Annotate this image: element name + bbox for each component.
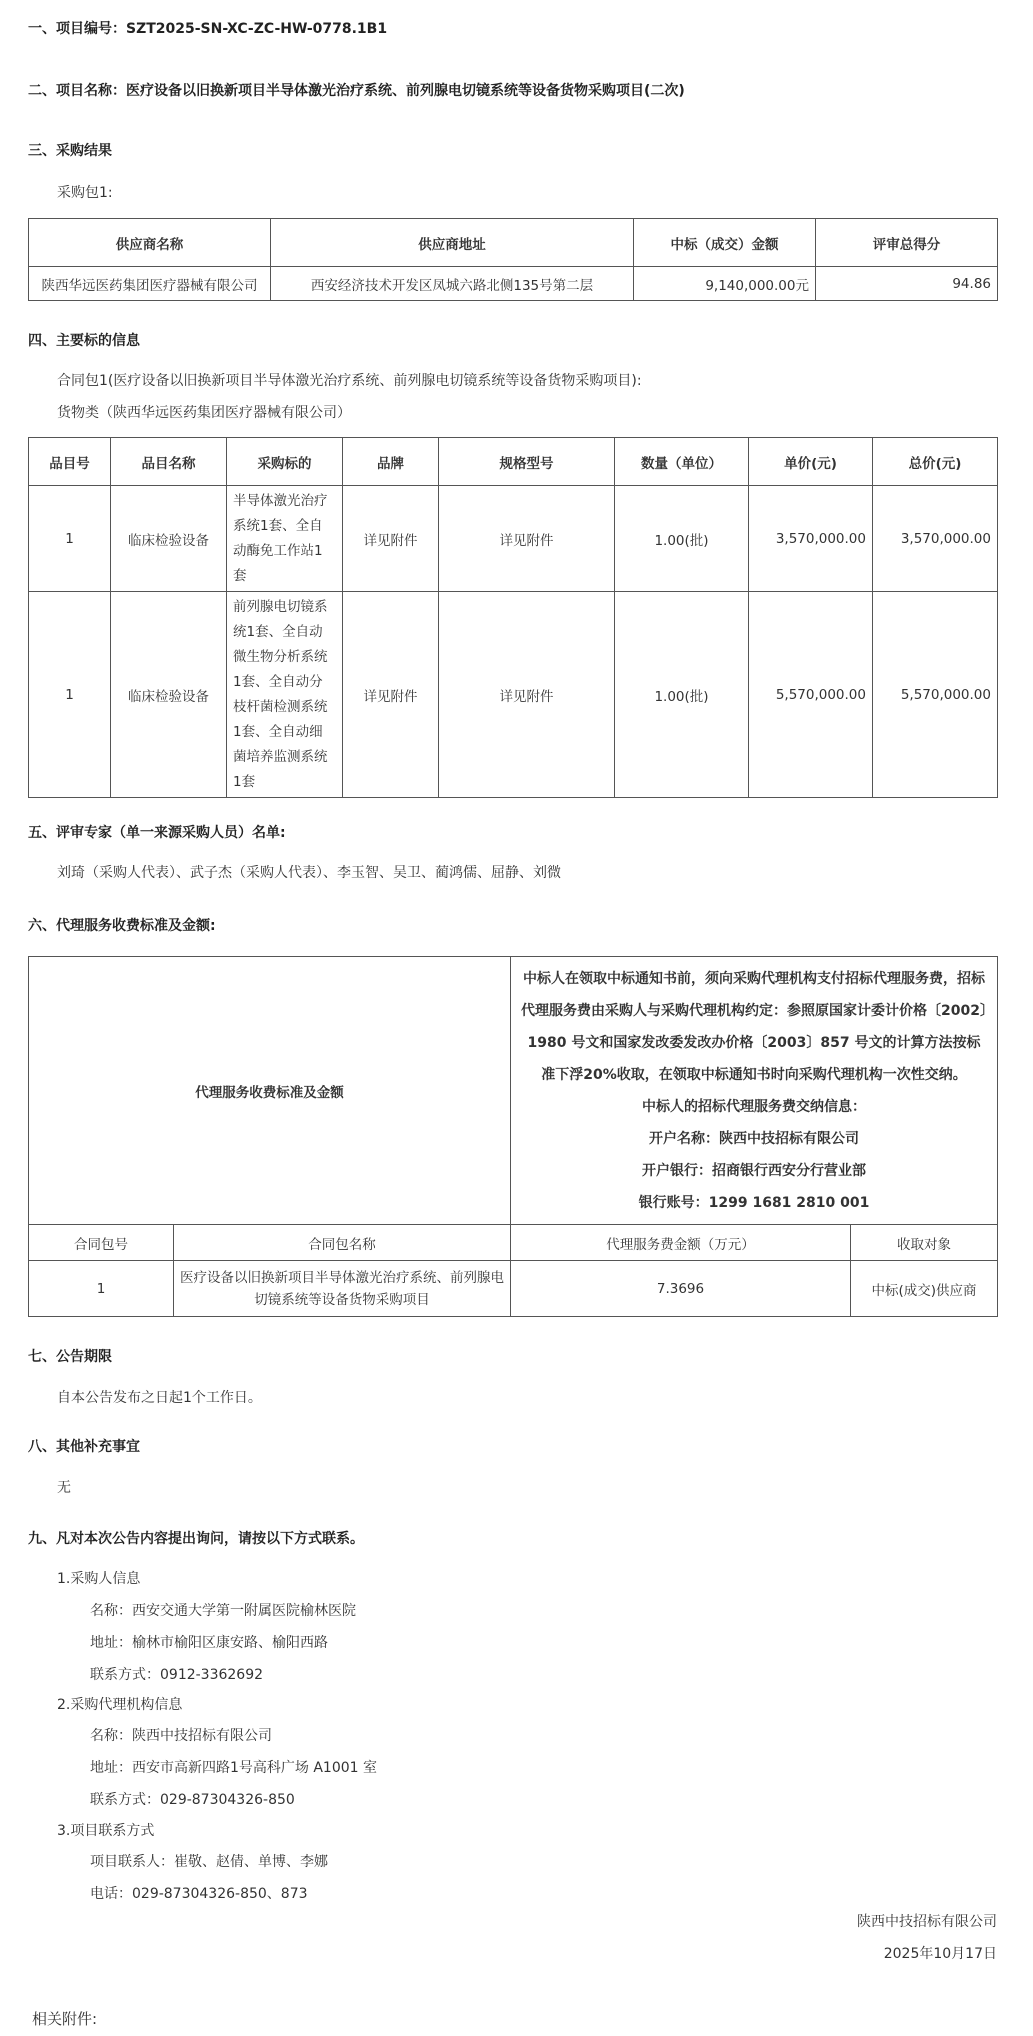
result-table [28,218,998,301]
table-row [29,1261,998,1317]
announcement-period-text: 自本公告发布之日起1个工作日。 [57,1390,262,1406]
model-cell: 详见附件 [439,592,615,798]
table-header-row [29,438,998,486]
project-contact-title: 3.项目联系方式 [57,1823,155,1839]
section-heading-other: 八、其他补充事宜 [28,1439,140,1455]
buyer-info-title: 1.采购人信息 [57,1571,141,1587]
issue-date: 2025年10月17日 [883,1946,997,1962]
column-header: 合同包号 [29,1225,174,1261]
column-header: 数量（单位） [615,438,749,486]
agency-fee-amount-cell: 7.3696 [511,1261,851,1317]
unit-price-cell: 5,570,000.00 [749,592,873,798]
items-table [28,437,998,798]
item-number-cell: 1 [29,592,111,798]
project-name-line [28,80,685,100]
fee-rule-text: 中标人在领取中标通知书前，须向采购代理机构支付招标代理服务费，招标代理服务费由采购人与采购代理机构约定：参照原国家计委计价格〔2002〕1980 号文和国家发改委发改办价格〔2003〕857 号文的计算方法按标准下浮20%收取，在领取中标通知书时向采购代理机构一次性交纳。 [521,970,987,1083]
project-contact-phone: 电话：029-87304326-850、873 [90,1886,308,1902]
table-header-row [29,1225,998,1261]
fee-standard-label: 代理服务收费标准及金额 [29,957,511,1225]
section-heading-main-items: 四、主要标的信息 [28,333,140,349]
project-number-value: SZT2025-SN-XC-ZC-HW-0778.1B1 [126,21,388,37]
section-heading-result: 三、采购结果 [28,143,112,159]
buyer-name: 名称：西安交通大学第一附属医院榆林医院 [90,1603,356,1619]
fee-payer-cell: 中标(成交)供应商 [851,1261,998,1317]
contract-package-number-cell: 1 [29,1261,174,1317]
fee-standard-content [511,957,998,1225]
table-row [29,267,998,301]
goods-category-text: 货物类（陕西华远医药集团医疗器械有限公司） [57,405,351,421]
package-label: 采购包1: [57,185,113,201]
column-header: 中标（成交）金额 [634,219,816,267]
fee-standard-row [29,957,998,1225]
column-header: 品牌 [343,438,439,486]
section-heading-experts: 五、评审专家（单一来源采购人员）名单: [28,825,286,841]
supplier-name-cell: 陕西华远医药集团医疗器械有限公司 [29,267,271,301]
brand-cell: 详见附件 [343,592,439,798]
expert-names: 刘琦（采购人代表）、武子杰（采购人代表）、李玉智、吴卫、蔺鸿儒、屈静、刘微 [57,865,561,881]
column-header: 合同包名称 [174,1225,511,1261]
item-name-cell: 临床检验设备 [111,592,227,798]
column-header: 单价(元) [749,438,873,486]
column-header: 品目名称 [111,438,227,486]
procurement-subject-cell: 半导体激光治疗系统1套、全自动酶免工作站1套 [227,486,343,592]
fee-payment-heading: 中标人的招标代理服务费交纳信息： [642,1098,866,1115]
buyer-address: 地址：榆林市榆阳区康安路、榆阳西路 [90,1635,328,1651]
column-header: 代理服务费金额（万元） [511,1225,851,1261]
column-header: 供应商名称 [29,219,271,267]
agency-address: 地址：西安市高新四路1号高科广场 A1001 室 [90,1760,378,1776]
total-price-cell: 5,570,000.00 [873,592,998,798]
supplier-address-cell: 西安经济技术开发区凤城六路北侧135号第二层 [271,267,634,301]
score-cell: 94.86 [816,267,998,301]
contract-package-name-cell: 医疗设备以旧换新项目半导体激光治疗系统、前列腺电切镜系统等设备货物采购项目 [174,1261,511,1317]
table-row [29,486,998,592]
section-heading-agency-fee: 六、代理服务收费标准及金额: [28,918,216,934]
column-header: 采购标的 [227,438,343,486]
section-heading-period: 七、公告期限 [28,1349,112,1365]
unit-price-cell: 3,570,000.00 [749,486,873,592]
column-header: 品目号 [29,438,111,486]
bank-name: 开户银行：招商银行西安分行营业部 [642,1162,866,1179]
attachments-label: 相关附件: [32,2010,98,2028]
table-header-row [29,219,998,267]
column-header: 规格型号 [439,438,615,486]
other-matters-text: 无 [57,1480,71,1496]
bank-account-number: 银行账号：1299 1681 2810 001 [638,1194,870,1211]
brand-cell: 详见附件 [343,486,439,592]
section-heading-contact: 九、凡对本次公告内容提出询问，请按以下方式联系。 [28,1531,364,1547]
agency-info-title: 2.采购代理机构信息 [57,1697,183,1713]
award-amount-cell: 9,140,000.00元 [634,267,816,301]
agency-name: 名称：陕西中技招标有限公司 [90,1728,272,1744]
column-header: 评审总得分 [816,219,998,267]
project-contact-people: 项目联系人：崔敬、赵倩、单博、李娜 [90,1854,328,1870]
buyer-phone: 联系方式：0912-3362692 [90,1667,264,1683]
project-number-line [28,18,387,38]
item-number-cell: 1 [29,486,111,592]
model-cell: 详见附件 [439,486,615,592]
quantity-cell: 1.00(批) [615,592,749,798]
item-name-cell: 临床检验设备 [111,486,227,592]
procurement-subject-cell: 前列腺电切镜系统1套、全自动微生物分析系统1套、全自动分枝杆菌检测系统1套、全自动细菌培养监测系统1套 [227,592,343,798]
account-name: 开户名称：陕西中技招标有限公司 [649,1130,859,1147]
agency-phone: 联系方式：029-87304326-850 [90,1792,295,1808]
quantity-cell: 1.00(批) [615,486,749,592]
column-header: 总价(元) [873,438,998,486]
project-name-label: 二、项目名称： [28,83,126,99]
column-header: 供应商地址 [271,219,634,267]
agency-fee-table [28,956,998,1317]
issuer-company: 陕西中技招标有限公司 [857,1914,997,1930]
column-header: 收取对象 [851,1225,998,1261]
table-row [29,592,998,798]
project-number-label: 一、项目编号： [28,21,126,37]
total-price-cell: 3,570,000.00 [873,486,998,592]
project-name-value: 医疗设备以旧换新项目半导体激光治疗系统、前列腺电切镜系统等设备货物采购项目(二次) [126,83,685,99]
contract-package-text: 合同包1(医疗设备以旧换新项目半导体激光治疗系统、前列腺电切镜系统等设备货物采购项目): [57,373,642,389]
